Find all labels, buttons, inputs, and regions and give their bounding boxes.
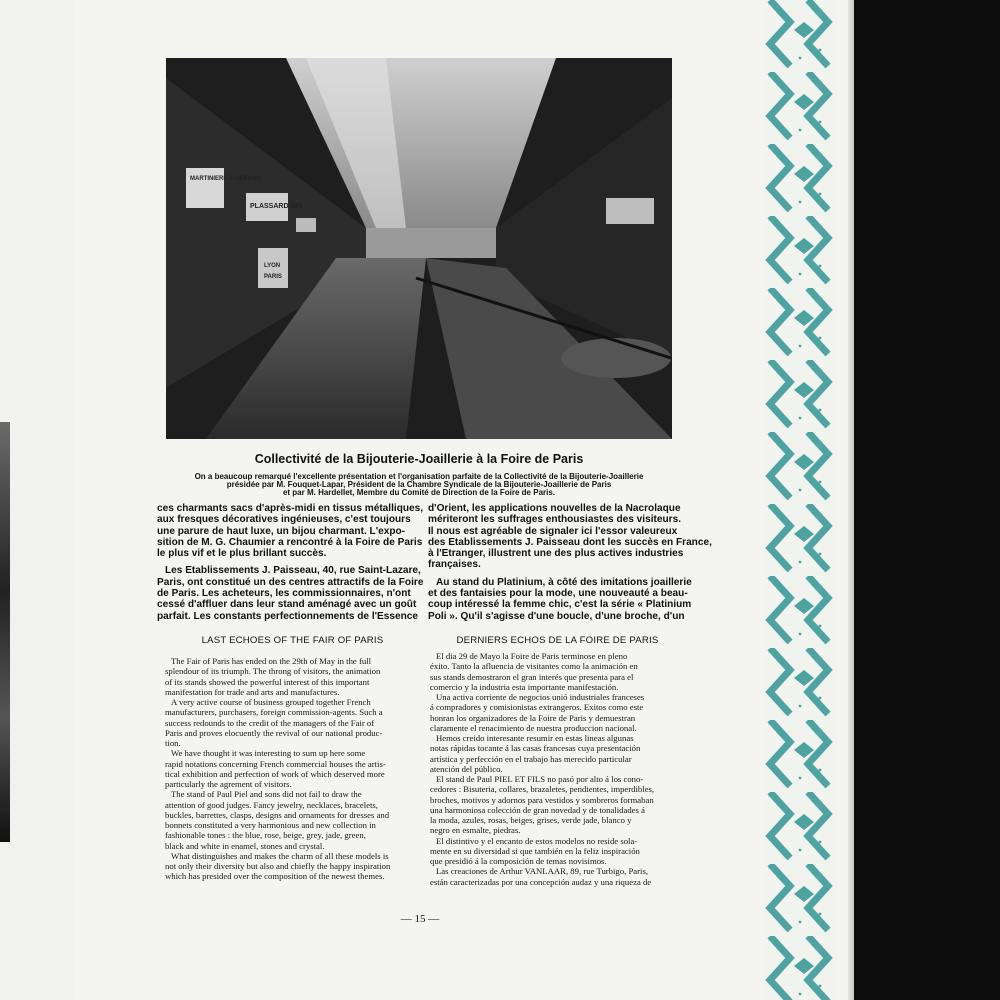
text-line: of its stands showed the powerful interest of this important xyxy=(165,676,370,687)
text-line: El distintivo y el encanto de estos modelos no reside sola- xyxy=(436,835,638,846)
text-line: la moda, azules, rosas, beiges, grises, verde jade, blanco y xyxy=(430,815,632,825)
text-line: sition de M. G. Chaumier a rencontré à la Foire de Paris xyxy=(157,536,423,548)
text-line: not only their diversity but also and chiefly the happy inspiration xyxy=(165,861,391,871)
text-line: which has presided over the composition of the newest themes. xyxy=(165,871,385,882)
text-line: que presidió á la composición de temas novisimos. xyxy=(430,856,607,866)
text-line: tical exhibition and perfection of work of which deserved more xyxy=(165,768,385,779)
photo-sign-4: PARIS xyxy=(264,274,282,280)
text-line: de Paris. Les acheteurs, les commissionnaires, n'ont xyxy=(157,588,411,600)
text-line: Paris and proves elocuently the revival of our national produc- xyxy=(165,727,383,738)
text-line: comercio y la industria esta importante manifestación. xyxy=(430,681,619,692)
text-line: aux fresques décoratives ingénieuses, c'est toujours xyxy=(157,514,411,526)
text-line: particularly the agrement of visitors. xyxy=(165,779,292,789)
text-line: Paris, ont constitué un des centres attractifs de la Foire xyxy=(157,576,424,588)
text-line: attention of good judges. Fancy jewelry, necklaces, bracelets, xyxy=(165,799,378,810)
text-line: fashionable tones : the blue, rose, beige, grey, jade, green, xyxy=(165,830,366,841)
text-line: A very active course of business grouped together French xyxy=(171,697,371,707)
text-line: et des fantaisies pour la mode, une nouveauté a beau- xyxy=(428,588,688,600)
caption-line: et par M. Hardellet, Membre du Comité de Direction de la Foire de Paris. xyxy=(282,488,556,497)
text-line: What distinguishes and makes the charm of all these models is xyxy=(171,850,389,861)
english-section-heading: LAST ECHOES OF THE FAIR OF PARIS xyxy=(201,635,384,646)
text-line: honran los organizadores de la Foire de Paris y demuestran xyxy=(430,712,636,723)
text-line: una harmoniosa colección de gran novedad y de tonalidades á xyxy=(430,804,645,815)
photo-sign-3: LYON xyxy=(264,263,281,269)
text-line: negro en esmalte, piedras. xyxy=(430,825,521,836)
french-text-left-column xyxy=(157,503,424,622)
text-line: buckles, barrettes, clasps, designs and ornaments for dresses and xyxy=(165,809,390,820)
text-line: tion. xyxy=(165,738,181,748)
spanish-section-heading: DERNIERS ECHOS DE LA FOIRE DE PARIS xyxy=(456,635,659,646)
text-line: des Etablissements J. Paisseau dont les succès en France, xyxy=(428,536,712,548)
text-line: sus stands demostraron el gran interés que presenta para el xyxy=(430,671,634,682)
text-line: El dia 29 de Mayo la Foire de Paris terminose en pleno xyxy=(436,651,628,661)
text-line: atención del público. xyxy=(430,763,503,774)
text-line: d'Orient, les applications nouvelles de la Nacrolaque xyxy=(428,503,681,514)
text-line: rapid notations concerning French commercial houses the artis- xyxy=(165,758,386,769)
english-text-column xyxy=(165,656,415,882)
text-line: le plus vif et le plus brillant succès. xyxy=(157,548,327,560)
text-line: mériteront les suffrages enthousiastes des visiteurs. xyxy=(428,514,681,526)
text-line: broches, motivos y adornos para vestidos y sombreros formaban xyxy=(430,794,654,805)
facing-page xyxy=(0,0,74,1000)
text-line: Il nous est agréable de signaler ici l'essor valeureux xyxy=(428,525,678,537)
text-line: notas rápidas tocante á las casas francesas cuya presentación xyxy=(430,743,641,754)
text-line: The stand of Paul Piel and sons did not fail to draw the xyxy=(171,789,362,800)
dark-background xyxy=(854,0,1000,1000)
photo-illustration xyxy=(166,58,672,439)
text-line: artística y perfección en el trabajo has merecido particular xyxy=(430,753,632,764)
text-line: manufacturers, purchasers, foreign commission-agents. Such a xyxy=(165,707,383,718)
text-line: françaises. xyxy=(428,559,481,571)
text-line: coup intéressé la femme chic, c'est la série « Platinium xyxy=(428,599,692,611)
facing-page-photo-edge xyxy=(0,422,10,842)
text-line: Las creaciones de Arthur VANLAAR, 89, rue Turbigo, Paris, xyxy=(436,866,649,877)
text-line: bonnets constituted a very harmonious and new collection in xyxy=(165,820,376,830)
fair-hall-photograph xyxy=(166,58,672,439)
photo-caption-title: Collectivité de la Bijouterie-Joaillerie à la Foire de Paris xyxy=(254,452,584,466)
text-line: à l'Etranger, illustrent une des plus actives industries xyxy=(428,548,684,560)
text-line: Poli ». Qu'il s'agisse d'une boucle, d'une broche, d'un xyxy=(428,610,685,622)
text-line: El stand de Paul PIEL ET FILS no pasó por alto á los cono- xyxy=(436,774,644,784)
caption-line: On a beaucoup remarqué l'excellente présentation et l'organisation parfaite de la Collectivité de la Bijouterie-Joaillerie xyxy=(194,472,644,481)
text-line: ces charmants sacs d'après-midi en tissus métalliques, xyxy=(157,503,424,514)
text-line: une parure de haut luxe, un bijou charmant. L'expo- xyxy=(157,525,406,537)
text-line: manifestation for trade and arts and manufactures. xyxy=(165,686,340,697)
text-line: éxito. Tanto la afluencia de visitantes como la animación en xyxy=(430,661,638,672)
text-line: parfait. Les constants perfectionnements de l'Essence xyxy=(157,610,418,622)
text-line: cedores : Bisuteria, collares, brazaletes, pendientes, imperdibles, xyxy=(430,784,655,795)
french-text-right-column xyxy=(428,503,712,622)
spanish-text-column xyxy=(430,651,685,887)
text-line: black and white in enamel, stones and crystal. xyxy=(165,840,325,851)
text-line: mente en su diversidad si que también en la feliz inspiración xyxy=(430,845,640,856)
page-number: — 15 — xyxy=(400,913,440,925)
text-line: The Fair of Paris has ended on the 29th of May in the full xyxy=(171,656,372,666)
text-line: splendour of its triumph. The throng of visitors, the animation xyxy=(165,666,381,677)
text-line: claramente el renacimiento de nuestra produccion nacional. xyxy=(430,722,637,733)
text-line: están caracterizadas por una concepción audaz y una riqueza de xyxy=(430,876,652,887)
text-line: We have thought it was interesting to sum up here some xyxy=(171,748,366,759)
photo-sign-1: MARTINIERE & DEKAND xyxy=(190,176,261,182)
text-line: Una activa corriente de negocios unió industriales franceses xyxy=(436,692,645,702)
caption-line: présidée par M. Fouquet-Lapar, Président de la Chambre Syndicale de la Bijouterie-Joaillerie de Paris xyxy=(226,480,612,489)
text-line: Les Etablissements J. Paisseau, 40, rue Saint-Lazare, xyxy=(165,565,421,577)
photo-sign-2: PLASSARD AIN xyxy=(250,203,303,210)
text-line: á compradores y comisionistas extrangeros. Exitos como este xyxy=(430,702,644,713)
text-line: Hemos creido interesante resumir en estas lineas algunas xyxy=(436,733,634,743)
text-line: Au stand du Platinium, à côté des imitations joaillerie xyxy=(436,576,692,588)
text-line: cessé d'affluer dans leur stand aménagé avec un goût xyxy=(157,599,417,611)
zigzag-border-decoration xyxy=(764,0,836,1000)
text-line: success redounds to the credit of the managers of the Fair of xyxy=(165,717,375,728)
